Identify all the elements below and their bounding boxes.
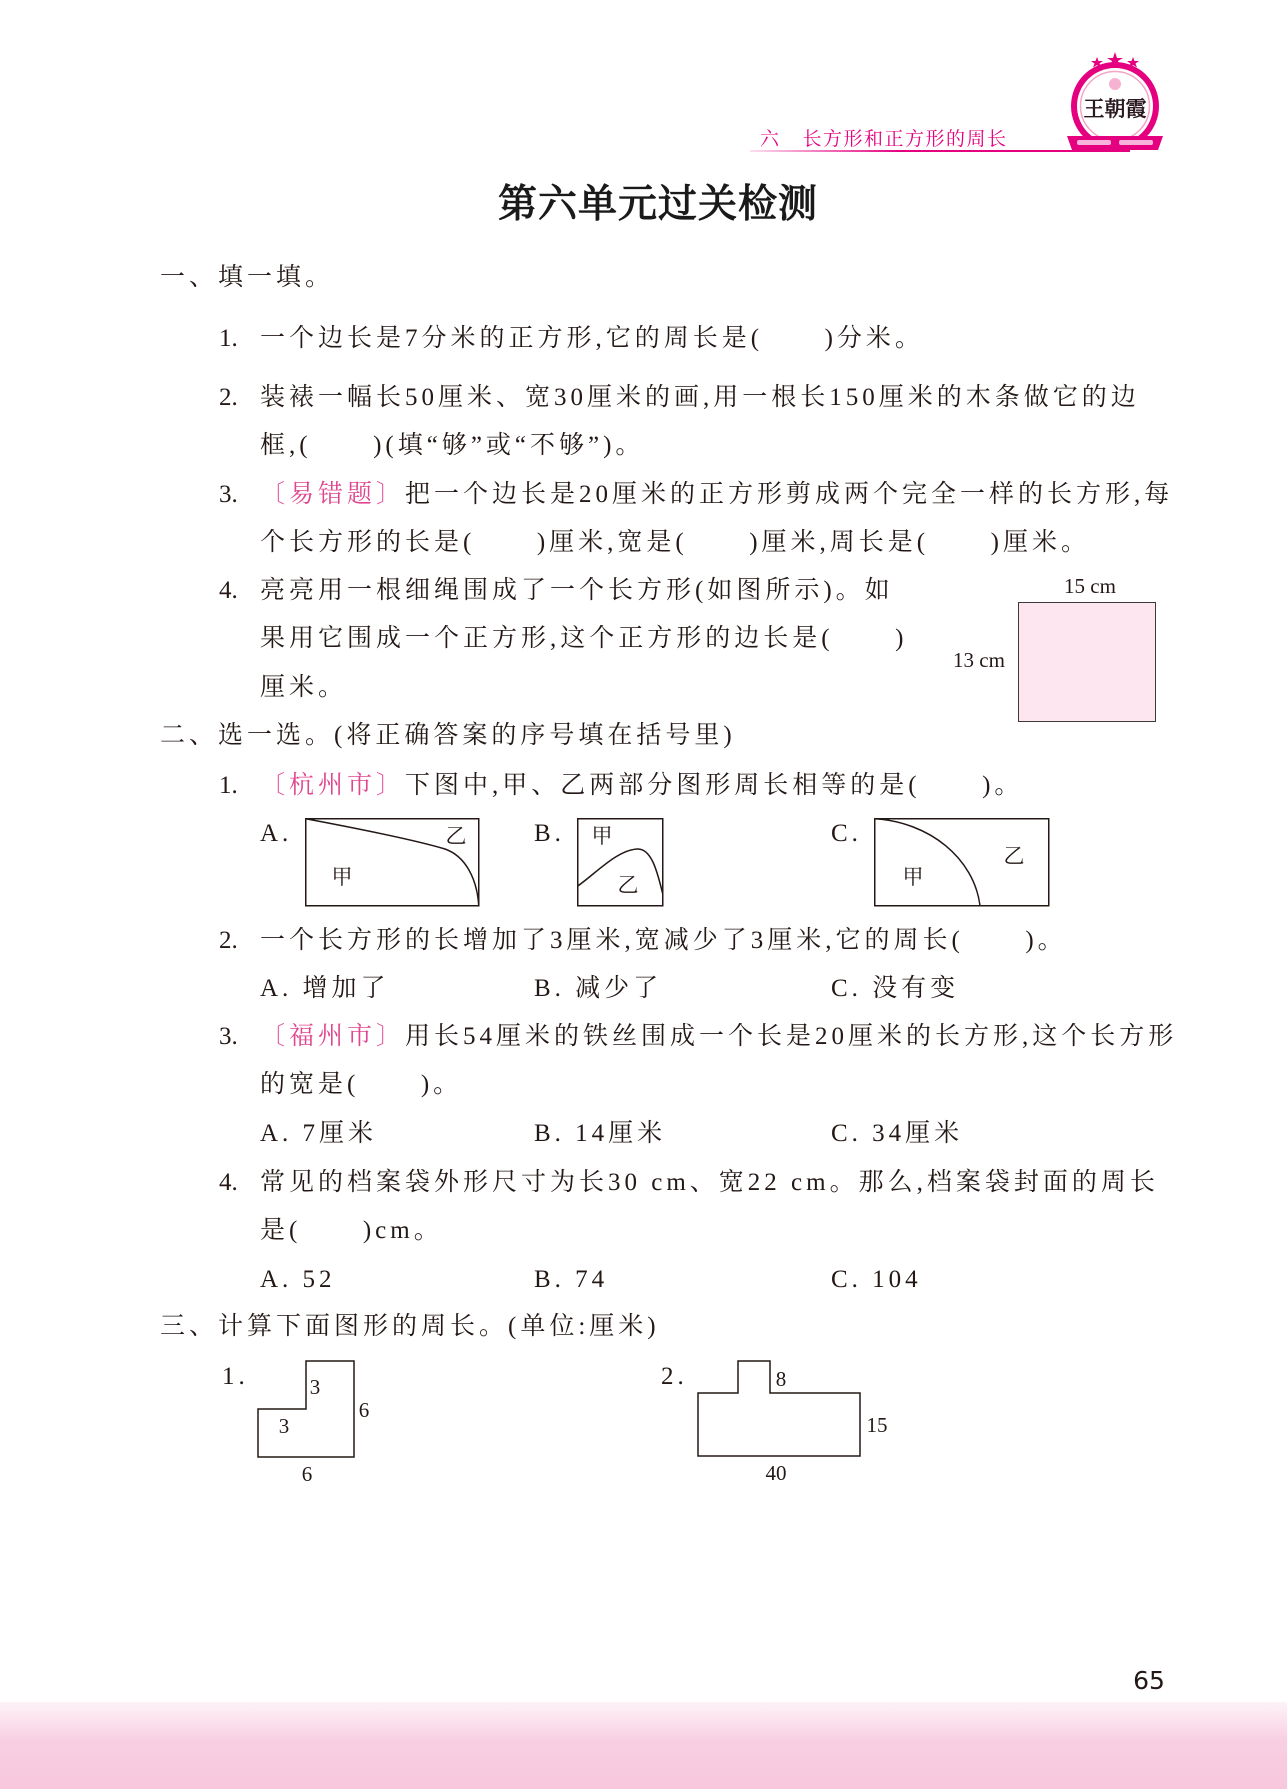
page-title: 第六单元过关检测 xyxy=(497,182,818,227)
t-shape-bottom-label: 40 xyxy=(765,1461,787,1485)
l-shape-bottom-label: 6 xyxy=(301,1462,313,1486)
rect-height-label: 13 cm xyxy=(953,648,1005,672)
question-text: 是( )cm。 xyxy=(260,1217,443,1244)
question-text: 用长54厘米的铁丝围成一个长是20厘米的长方形,这个长方形 xyxy=(405,1023,1178,1050)
figure-c-jia-label: 甲 xyxy=(902,865,924,889)
section3-heading xyxy=(160,1312,660,1342)
question-text: 的宽是( )。 xyxy=(260,1071,463,1098)
option-text: B. 减少了 xyxy=(534,975,663,1002)
s2-q2-option-a xyxy=(260,974,390,1004)
l-shape-right-label: 6 xyxy=(358,1398,370,1422)
s2-q2-option-c xyxy=(831,974,959,1004)
chapter-header xyxy=(760,127,1008,151)
s2-q3-option-a xyxy=(260,1119,377,1149)
t-shape-right-label: 15 xyxy=(866,1413,888,1437)
s2-q2-option-b xyxy=(534,974,662,1004)
question-text: 把一个边长是20厘米的正方形剪成两个完全一样的长方形,每 xyxy=(405,481,1174,508)
s2-q4-option-c xyxy=(831,1265,922,1295)
s2-q4-option-b xyxy=(534,1265,608,1295)
option-letter: B. xyxy=(534,820,565,847)
s2-q3-option-b xyxy=(534,1119,666,1149)
s1-q2-line2 xyxy=(260,431,644,461)
question-number: 4. xyxy=(219,1169,238,1196)
t-shape-top-label: 8 xyxy=(775,1367,787,1391)
question-text: 一个边长是7分米的正方形,它的周长是( )分米。 xyxy=(260,325,924,352)
question-number: 2. xyxy=(219,927,238,954)
s2-q1 xyxy=(219,771,1023,801)
l-shape-figure xyxy=(250,1355,362,1463)
s1-q4-line1 xyxy=(219,576,894,606)
question-text: 常见的档案袋外形尺寸为长30 cm、宽22 cm。那么,档案袋封面的周长 xyxy=(260,1169,1159,1196)
s2-q3-line2 xyxy=(260,1070,462,1100)
question-text: 框,( )(填“够”或“不够”)。 xyxy=(260,432,645,459)
s1-q4-line3 xyxy=(260,673,347,703)
footer-band xyxy=(0,1702,1287,1789)
question-number: 1. xyxy=(222,1363,249,1390)
logo-text: 王朝霞 xyxy=(1083,96,1147,121)
option-text: C. 没有变 xyxy=(831,975,960,1002)
figure-c-letter xyxy=(831,819,862,849)
option-text: A. 增加了 xyxy=(260,975,390,1002)
rect-width-label: 15 cm xyxy=(1064,574,1116,598)
figure-a-yi-label: 乙 xyxy=(445,824,467,848)
question-text: 下图中,甲、乙两部分图形周长相等的是( )。 xyxy=(405,772,1024,799)
rectangle-figure xyxy=(1018,602,1156,722)
section2-heading-text: 二、选一选。(将正确答案的序号填在括号里) xyxy=(160,722,736,749)
section2-heading xyxy=(160,721,736,751)
option-letter: A. xyxy=(260,820,293,847)
s2-q4-option-a xyxy=(260,1265,336,1295)
s3-fig1-number xyxy=(222,1362,249,1392)
section1-heading-text: 一、填一填。 xyxy=(160,264,335,291)
question-number: 1. xyxy=(219,772,238,799)
question-number: 1. xyxy=(219,325,238,352)
figure-b-letter xyxy=(534,819,565,849)
section3-heading-text: 三、计算下面图形的周长。(单位:厘米) xyxy=(160,1313,660,1340)
figure-b-yi-label: 乙 xyxy=(617,873,639,897)
question-number: 4. xyxy=(219,577,238,604)
question-number: 3. xyxy=(219,1023,238,1050)
s2-q4-line1 xyxy=(219,1168,1159,1198)
s2-q3-line1 xyxy=(219,1022,1177,1052)
chapter-number: 六 xyxy=(760,128,781,150)
question-number: 2. xyxy=(219,384,238,411)
s1-q2-line1 xyxy=(219,383,1140,413)
option-text: B. 14厘米 xyxy=(534,1120,667,1147)
question-text: 个长方形的长是( )厘米,宽是( )厘米,周长是( )厘米。 xyxy=(260,529,1090,556)
l-shape-left-label: 3 xyxy=(278,1414,290,1438)
s1-q3-line2 xyxy=(260,528,1090,558)
question-number: 3. xyxy=(219,481,238,508)
figure-a-letter xyxy=(260,819,292,849)
figure-b-jia-label: 甲 xyxy=(591,824,613,848)
option-text: C. 34厘米 xyxy=(831,1120,964,1147)
question-tag: 〔福州市〕 xyxy=(260,1023,406,1050)
question-number: 2. xyxy=(661,1363,688,1390)
s1-q4-line2 xyxy=(260,624,907,654)
option-text: C. 104 xyxy=(831,1266,922,1293)
figure-a-jia-label: 甲 xyxy=(331,865,353,889)
question-text: 一个长方形的长增加了3厘米,宽减少了3厘米,它的周长( )。 xyxy=(260,927,1067,954)
question-tag: 〔易错题〕 xyxy=(260,481,406,508)
figure-c-arc xyxy=(875,819,980,906)
question-text: 亮亮用一根细绳围成了一个长方形(如图所示)。如 xyxy=(260,577,894,604)
s1-q3-line1 xyxy=(219,480,1173,510)
option-text: A. 52 xyxy=(260,1266,336,1293)
s2-q3-option-c xyxy=(831,1119,963,1149)
page-number: 65 xyxy=(1133,1666,1165,1695)
question-text: 果用它围成一个正方形,这个正方形的边长是( ) xyxy=(260,625,908,652)
s1-q1 xyxy=(219,324,924,354)
section1-heading xyxy=(160,263,334,293)
publisher-logo xyxy=(1063,50,1167,154)
s2-q2 xyxy=(219,926,1067,956)
chapter-title: 长方形和正方形的周长 xyxy=(802,128,1008,150)
l-shape-top-label: 3 xyxy=(309,1375,321,1399)
question-text: 厘米。 xyxy=(260,674,348,701)
option-letter: C. xyxy=(831,820,862,847)
s2-q4-line2 xyxy=(260,1216,443,1246)
s3-fig2-number xyxy=(661,1362,688,1392)
option-text: A. 7厘米 xyxy=(260,1120,378,1147)
question-text: 装裱一幅长50厘米、宽30厘米的画,用一根长150厘米的木条做它的边 xyxy=(260,384,1140,411)
option-text: B. 74 xyxy=(534,1266,609,1293)
figure-c-yi-label: 乙 xyxy=(1003,844,1025,868)
question-tag: 〔杭州市〕 xyxy=(260,772,406,799)
